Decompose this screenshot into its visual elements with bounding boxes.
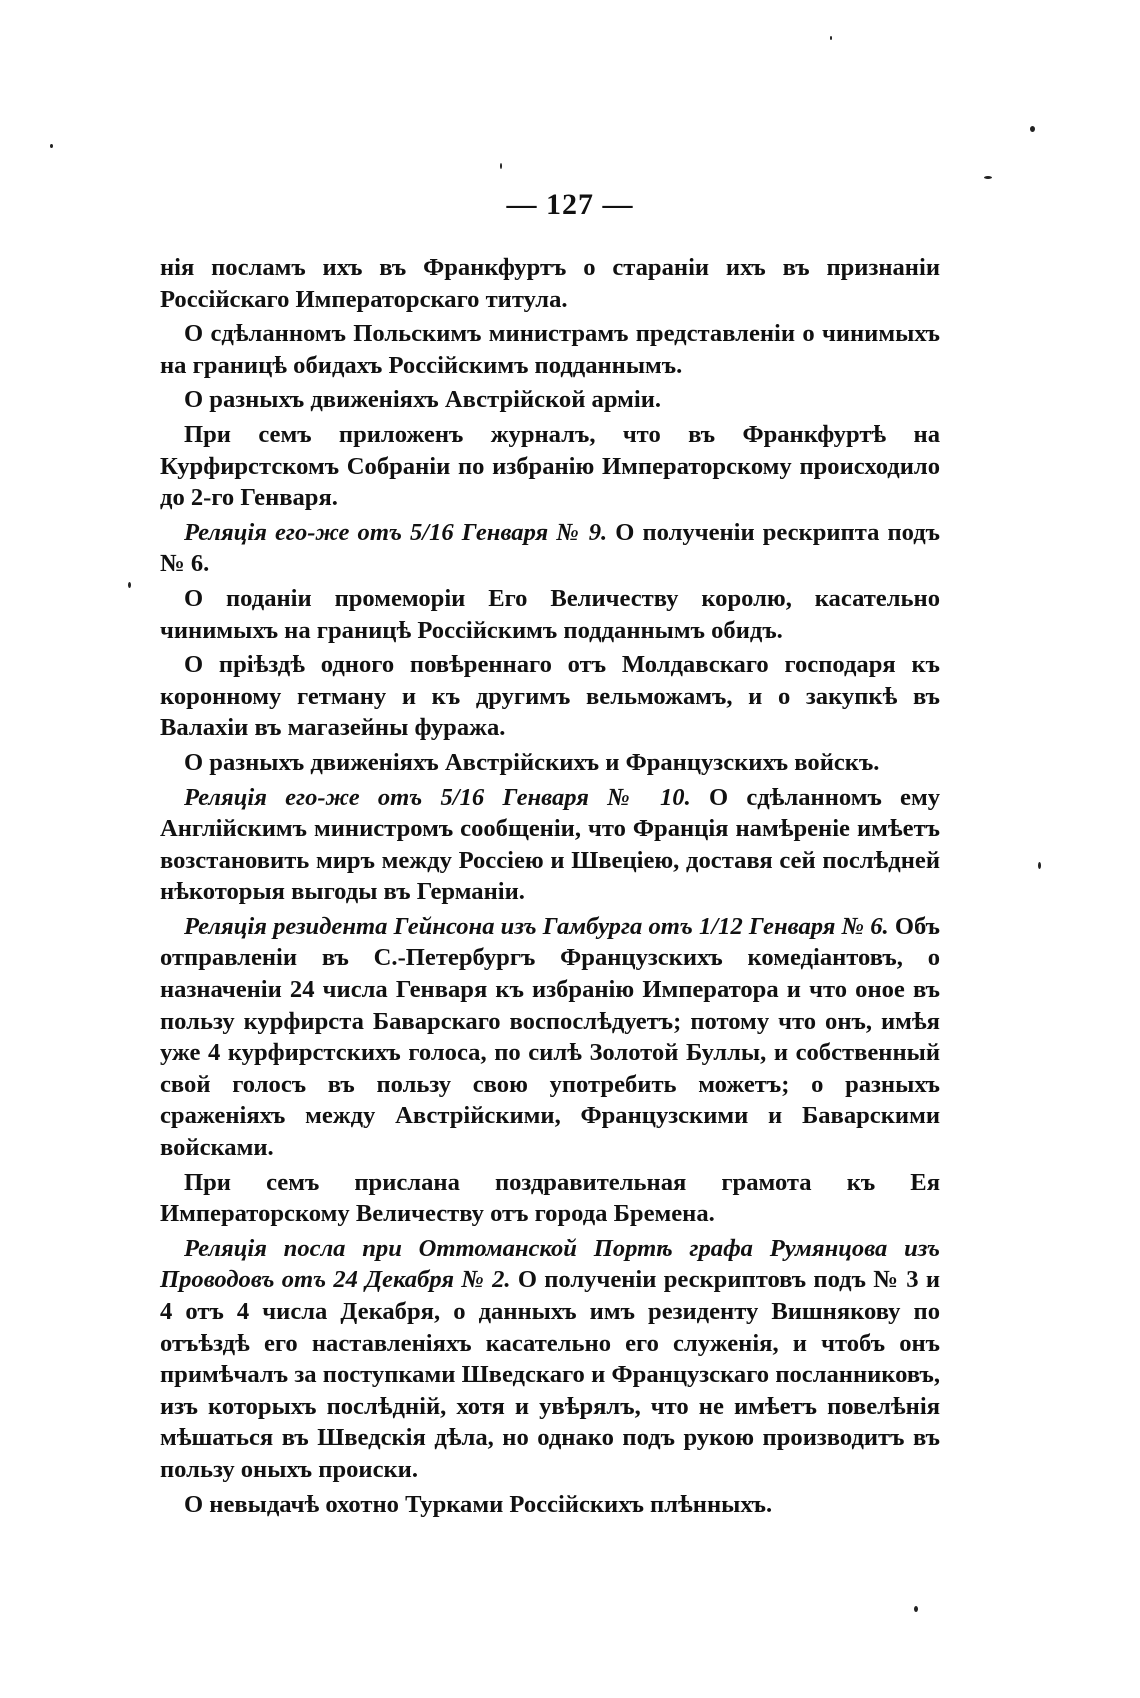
paragraph-text: О разныхъ движеніяхъ Австрійской арміи. — [184, 386, 662, 414]
scan-speck — [984, 176, 992, 179]
paragraph-text: О разныхъ движеніяхъ Австрійскихъ и Французскихъ войскъ. — [184, 748, 880, 776]
scan-speck — [1030, 126, 1035, 132]
scan-speck — [128, 582, 131, 588]
paragraph-text: О пріѣздѣ одного повѣреннаго отъ Молдавскаго господаря къ коронному гетману и къ другимъ вельможамъ, и о закупкѣ въ Валахіи въ магазейны фуража. — [160, 651, 940, 742]
scan-speck — [1038, 862, 1041, 869]
paragraph-lead: Реляція резидента Гейнсона изъ Гамбурга отъ 1/12 Генваря № 6. — [184, 912, 889, 940]
paragraph — [160, 649, 940, 744]
paragraph-lead: Реляція посла при Оттоманской Портѣ графа Румянцова изъ Проводовъ отъ 24 Декабря № 2. — [160, 1234, 940, 1294]
paragraph-text: О полученіи рескриптовъ подъ № 3 и 4 отъ 4 числа Декабря, о данныхъ имъ резиденту Вишнякову по отъѣздѣ его наставленіяхъ касательно его служенія, и чтобъ онъ примѣчалъ за поступками Шведскаго и Французскаго посланниковъ, изъ которыхъ послѣдній, хотя и увѣрялъ, что не имѣетъ повелѣнія мѣшаться въ Шведскія дѣла, но однако подъ рукою производитъ въ пользу оныхъ происки. — [160, 1266, 940, 1483]
paragraph-text: О сдѣланномъ ему Англійскимъ министромъ сообщеніи, что Франція намѣреніе имѣетъ возстановить миръ между Россіею и Швеціею, доставя сей послѣдней нѣкоторыя выгоды въ Германіи. — [160, 783, 940, 906]
paragraph-text: О полученіи рескрипта подъ № 6. — [160, 518, 940, 578]
paragraph-lead: Реляція его-же отъ 5/16 Генваря № 9. — [184, 518, 608, 546]
paragraph — [160, 419, 940, 514]
paragraph-text: При семъ прислана поздравительная грамота къ Ея Императорскому Величеству отъ города Бремена. — [160, 1168, 940, 1228]
paragraph — [160, 252, 940, 315]
paragraph — [160, 1233, 940, 1486]
paragraph — [160, 517, 940, 580]
paragraph — [160, 747, 940, 779]
paragraph-text: При семъ приложенъ журналъ, что въ Франкфуртѣ на Курфирстскомъ Собраніи по избранію Императорскому происходило до 2-го Генваря. — [160, 420, 940, 512]
paragraph — [160, 384, 940, 416]
page-number: — 127 — — [506, 188, 634, 221]
paragraph-text: О невыдачѣ охотно Турками Россійскихъ плѣнныхъ. — [184, 1490, 773, 1518]
paragraph — [160, 318, 940, 381]
paragraph — [160, 583, 940, 646]
document-body — [160, 252, 940, 1523]
scan-speck — [500, 163, 502, 169]
paragraph-text: нія посламъ ихъ въ Франкфуртъ о стараніи ихъ въ признаніи Россійскаго Императорскаго титула. — [160, 254, 940, 313]
paragraph — [160, 1489, 940, 1521]
paragraph — [160, 911, 940, 1164]
scan-speck — [914, 1606, 918, 1612]
paragraph-text: О поданіи промеморіи Его Величеству королю, касательно чинимыхъ на границѣ Россійскимъ подданнымъ обидъ. — [160, 584, 940, 644]
paragraph-text: О сдѣланномъ Польскимъ министрамъ представленіи о чинимыхъ на границѣ обидахъ Россійскимъ подданнымъ. — [160, 320, 940, 379]
paragraph — [160, 782, 940, 908]
paragraph-lead: Реляція его-же отъ 5/16 Генваря № 10. — [184, 783, 691, 811]
paragraph — [160, 1167, 940, 1230]
scan-speck — [830, 36, 832, 40]
paragraph-text: Объ отправленіи въ С.-Петербургъ Французскихъ комедіантовъ, о назначеніи 24 числа Генваря къ избранію Императора и что оное въ пользу курфирста Баварскаго воспослѣдуетъ; потому что онъ, имѣя уже 4 курфирстскихъ голоса, по силѣ Золотой Буллы, и собственный свой голосъ въ пользу свою употребить можетъ; о разныхъ сраженіяхъ между Австрійскими, Французскими и Баварскими войсками. — [160, 912, 940, 1162]
scan-speck — [50, 144, 53, 148]
